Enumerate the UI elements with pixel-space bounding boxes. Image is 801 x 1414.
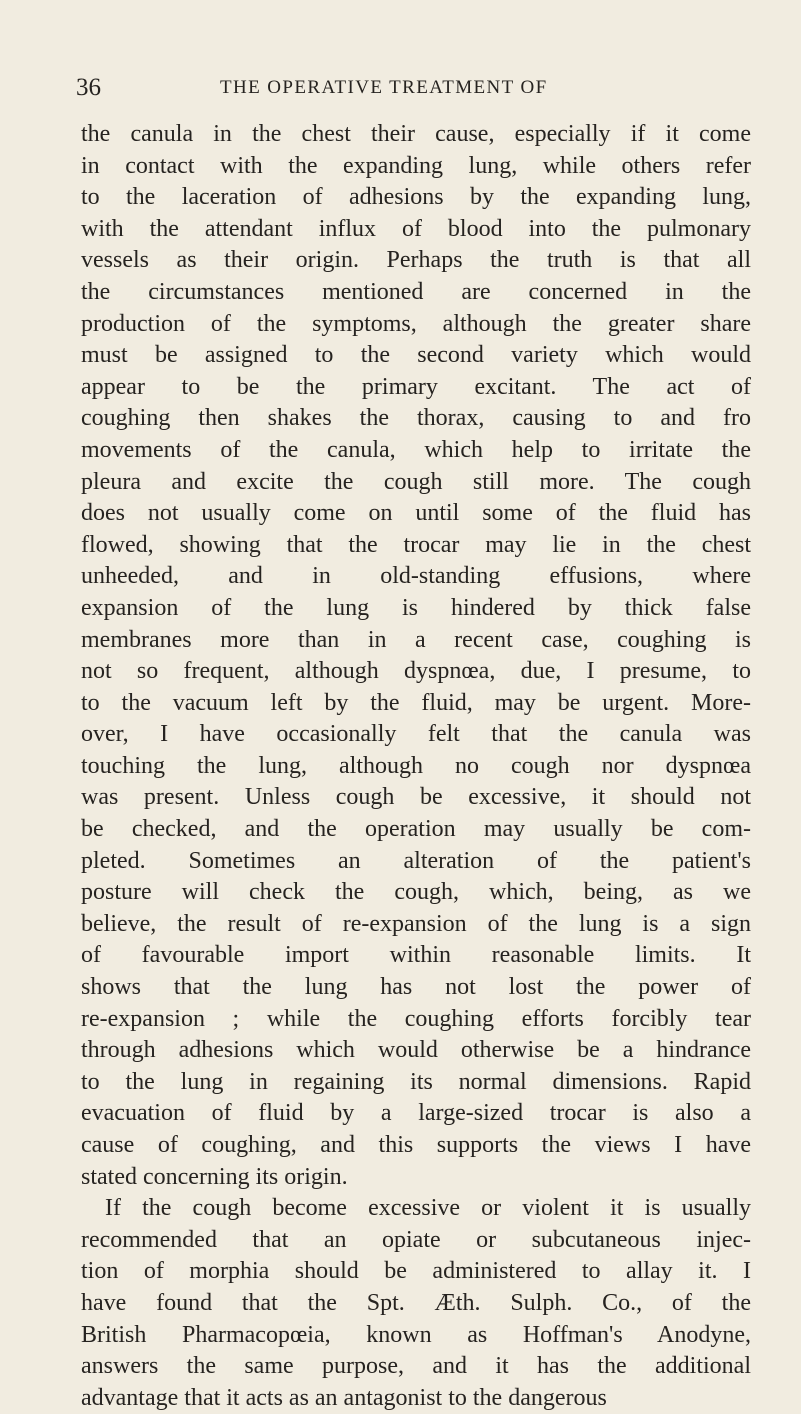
text-line: the circumstances mentioned are concerned in the xyxy=(81,278,751,305)
text-line: evacuation of fluid by a large-sized trocar is also a xyxy=(81,1100,751,1127)
text-line: British Pharmacopœia, known as Hoffman's Anodyne, xyxy=(81,1321,751,1348)
text-line: cause of coughing, and this supports the views I have xyxy=(81,1132,751,1158)
text-line: pleted. Sometimes an alteration of the patient's xyxy=(81,847,751,874)
text-line: not so frequent, although dyspnœa, due, I presume, to xyxy=(81,658,751,685)
text-line: flowed, showing that the trocar may lie in the chest xyxy=(81,531,751,558)
text-line: appear to be the primary excitant. The act of xyxy=(81,373,751,400)
paragraph xyxy=(81,1193,751,1414)
text-line: with the attendant influx of blood into the pulmonary xyxy=(81,215,751,242)
text-line: shows that the lung has not lost the power of xyxy=(81,974,751,1001)
text-line: tion of morphia should be administered to allay it. I xyxy=(81,1258,751,1285)
text-line: over, I have occasionally felt that the canula was xyxy=(81,721,751,748)
text-line: recommended that an opiate or subcutaneous injec- xyxy=(81,1226,751,1253)
text-line: stated concerning its origin. xyxy=(81,1163,348,1190)
text-line: unheeded, and in old-standing effusions, where xyxy=(81,563,751,590)
text-line: vessels as their origin. Perhaps the truth is that all xyxy=(81,247,751,274)
text-line: the canula in the chest their cause, especially if it come xyxy=(81,121,751,147)
text-line: If the cough become excessive or violent it is usually xyxy=(105,1195,751,1222)
text-line: pleura and excite the cough still more. The cough xyxy=(81,468,751,495)
paragraph xyxy=(81,119,751,1193)
text-line: was present. Unless cough be excessive, it should not xyxy=(81,784,751,811)
text-line: to the lung in regaining its normal dimensions. Rapid xyxy=(81,1068,751,1095)
body-text xyxy=(81,119,751,1414)
text-line: advantage that it acts as an antagonist to the dangerous xyxy=(81,1384,607,1411)
text-line: in contact with the expanding lung, while others refer xyxy=(81,152,751,179)
text-line: re-expansion ; while the coughing efforts forcibly tear xyxy=(81,1005,751,1032)
text-line: believe, the result of re-expansion of the lung is a sign xyxy=(81,910,751,937)
running-head xyxy=(76,72,756,104)
text-line: expansion of the lung is hindered by thick false xyxy=(81,594,751,621)
text-line: to the vacuum left by the fluid, may be urgent. More- xyxy=(81,689,751,716)
text-line: production of the symptoms, although the greater share xyxy=(81,310,751,337)
text-line: through adhesions which would otherwise be a hindrance xyxy=(81,1037,751,1064)
page-number: 36 xyxy=(76,74,101,101)
text-line: of favourable import within reasonable limits. It xyxy=(81,942,751,969)
text-line: answers the same purpose, and it has the additional xyxy=(81,1353,751,1380)
text-line: must be assigned to the second variety which would xyxy=(81,342,751,369)
running-head-title: THE OPERATIVE TREATMENT OF xyxy=(220,77,548,98)
text-line: be checked, and the operation may usually be com- xyxy=(81,816,751,843)
text-line: have found that the Spt. Æth. Sulph. Co., of the xyxy=(81,1289,751,1316)
text-line: does not usually come on until some of the fluid has xyxy=(81,500,751,527)
text-line: movements of the canula, which help to irritate the xyxy=(81,436,751,463)
text-line: posture will check the cough, which, being, as we xyxy=(81,879,751,906)
text-line: touching the lung, although no cough nor dyspnœa xyxy=(81,752,751,779)
text-line: coughing then shakes the thorax, causing to and fro xyxy=(81,405,751,432)
text-line: to the laceration of adhesions by the expanding lung, xyxy=(81,184,751,211)
text-line: membranes more than in a recent case, coughing is xyxy=(81,626,751,653)
